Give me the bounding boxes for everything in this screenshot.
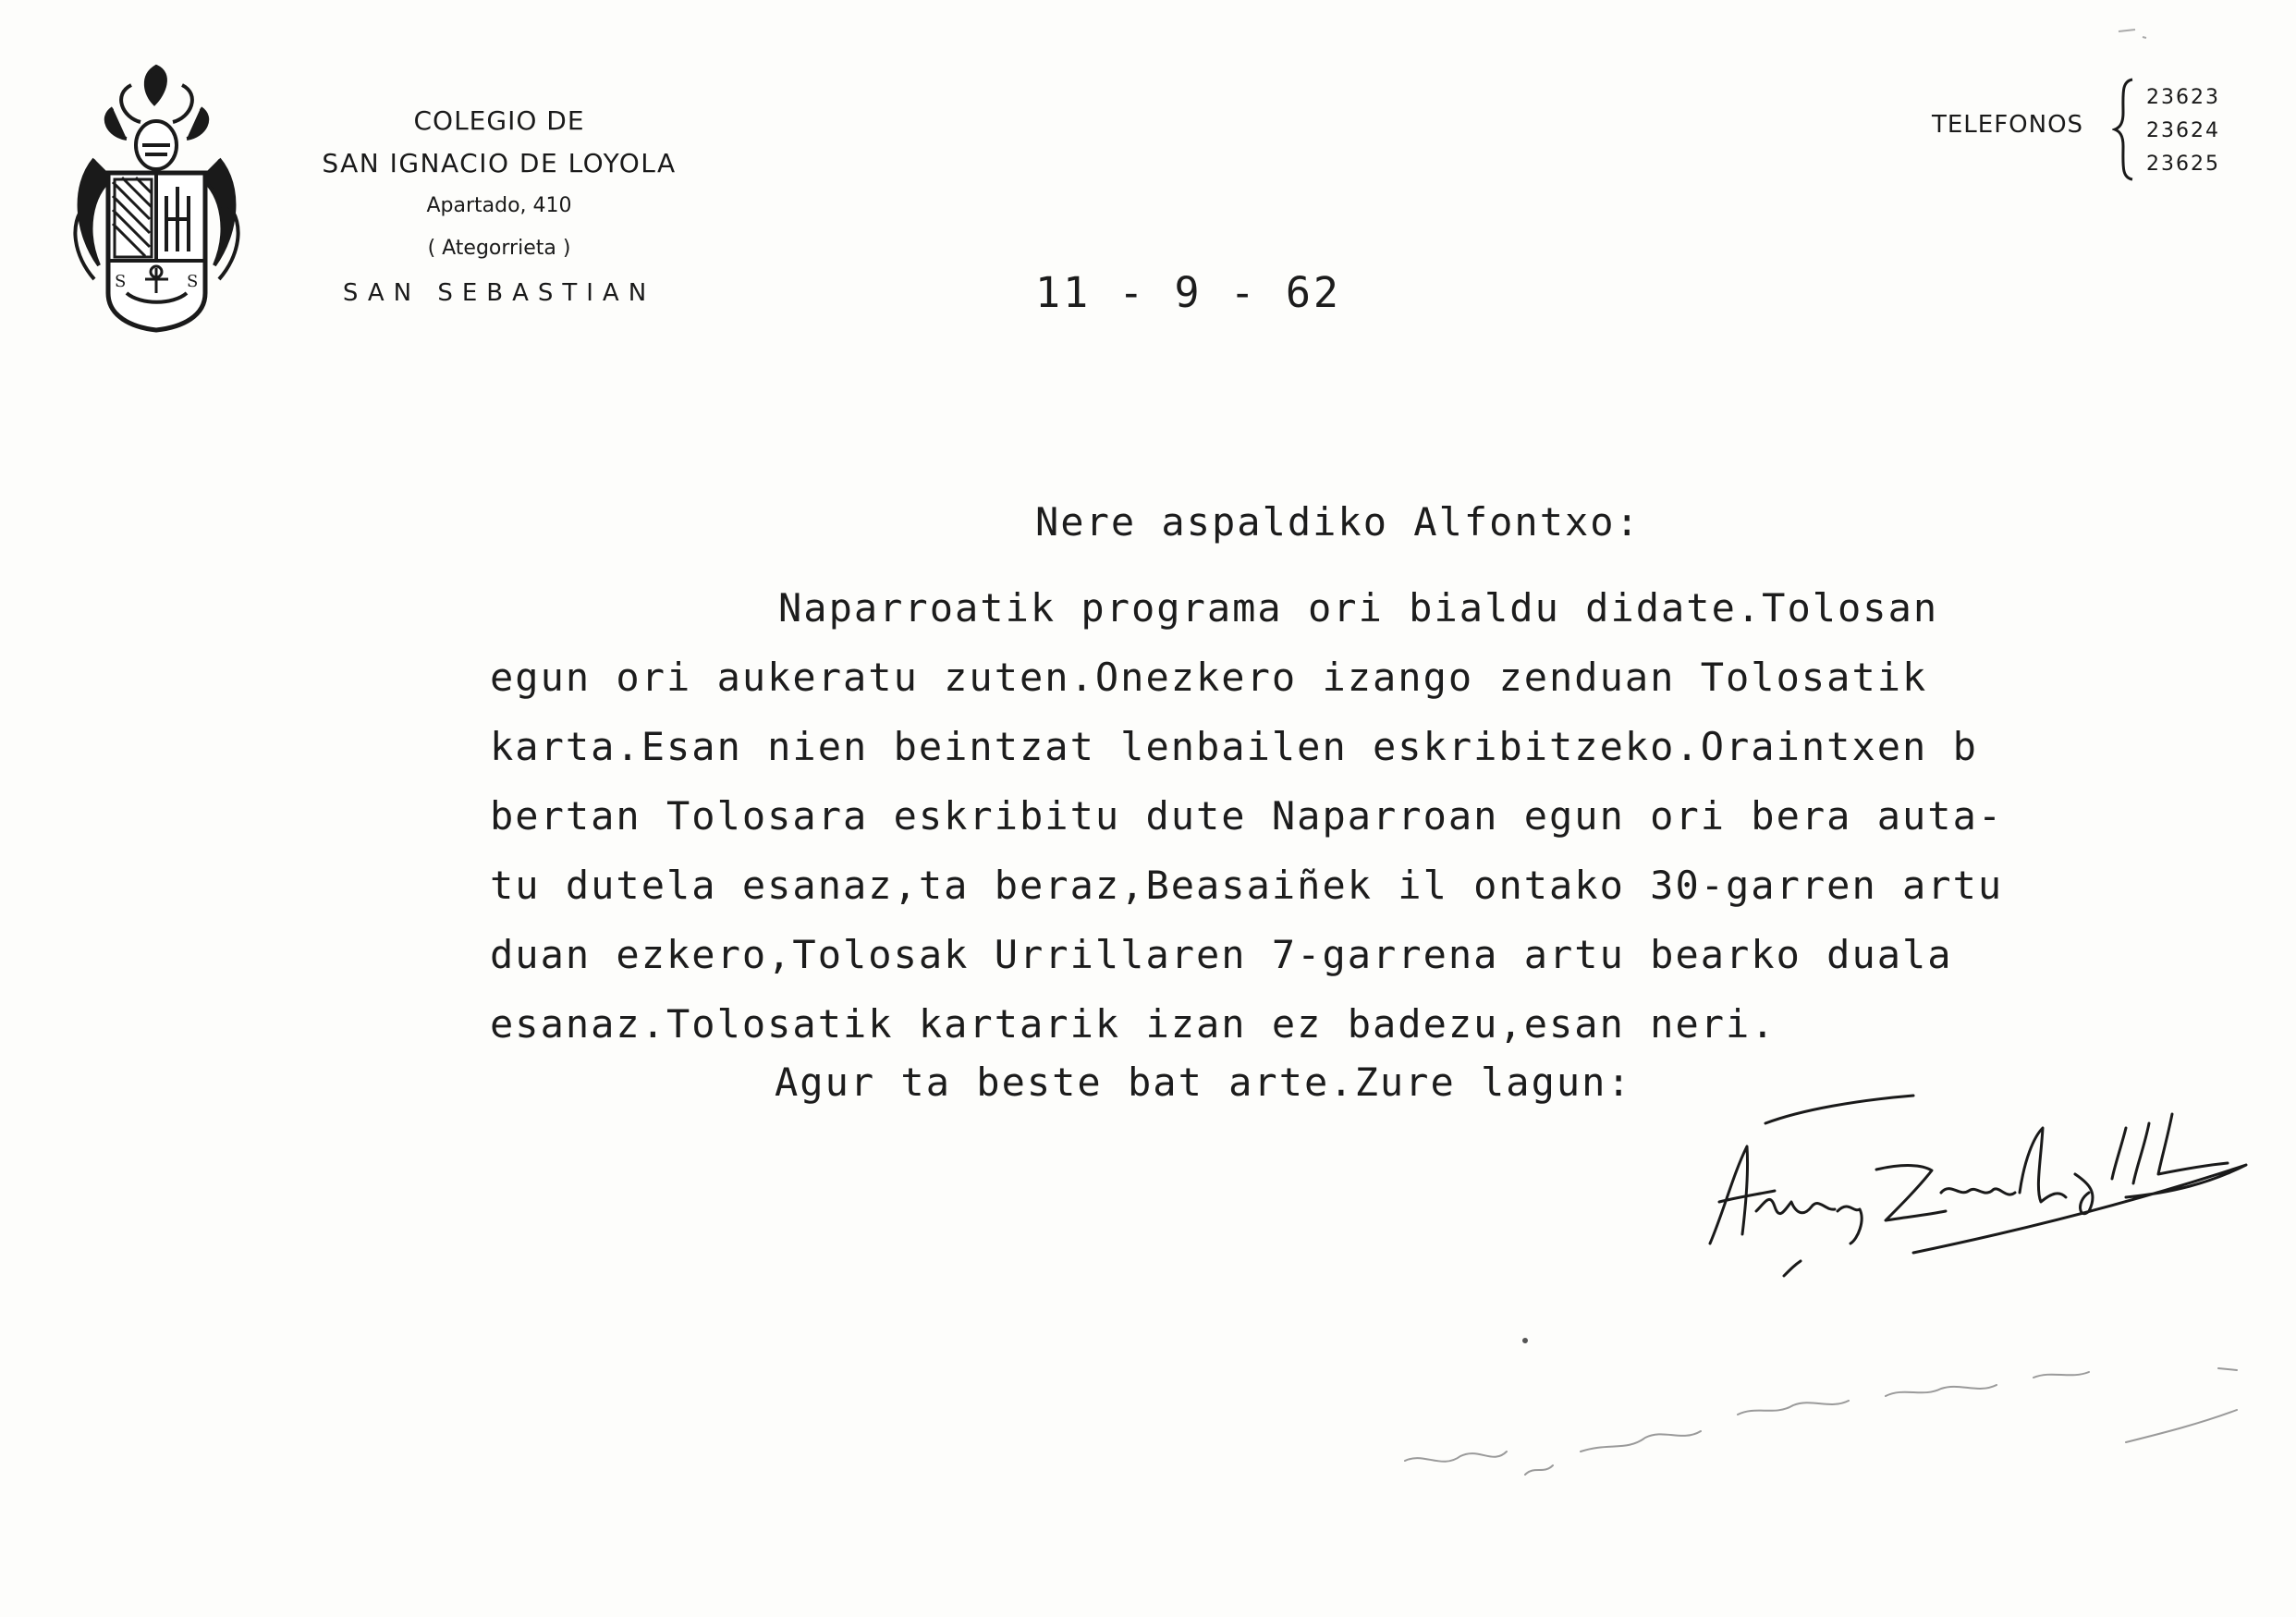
- body-line: duan ezkero,Tolosak Urrillaren 7-garrena artu bearko duala: [490, 932, 1953, 977]
- closing-line: Agur ta beste bat arte.Zure lagun:: [775, 1060, 1632, 1105]
- faint-pencil-marks: [1386, 1313, 2274, 1553]
- svg-text:S: S: [115, 272, 127, 291]
- phone-number: 23623: [2146, 86, 2220, 109]
- address-line-1: Apartado, 410: [426, 194, 572, 217]
- sender-address-block: [277, 100, 721, 314]
- letter-date: 11 - 9 - 62: [1035, 268, 1342, 317]
- letter-body: [490, 573, 2228, 1059]
- body-line: tu dutela esanaz,ta beraz,Beasaiñek il ontako 30-garren artu: [490, 863, 2004, 908]
- body-line: Naparroatik programa ori bialdu didate.Tolosan: [778, 585, 1939, 631]
- institution-line-1: COLEGIO DE: [413, 105, 585, 136]
- handwritten-signature: [1655, 1072, 2265, 1285]
- institution-line-2: SAN IGNACIO DE LOYOLA: [322, 148, 677, 178]
- salutation: Nere aspaldiko Alfontxo:: [1035, 499, 1641, 545]
- body-line: egun ori aukeratu zuten.Onezkero izango zenduan Tolosatik: [490, 655, 1928, 700]
- body-line: karta.Esan nien beintzat lenbailen eskribitzeko.Oraintxen b: [490, 724, 1978, 769]
- address-line-2: ( Ategorrieta ): [427, 237, 571, 260]
- body-line: esanaz.Tolosatik kartarik izan ez badezu,esan neri.: [490, 1001, 1777, 1047]
- phones-list: [2146, 81, 2220, 181]
- phone-number: 23624: [2146, 119, 2220, 142]
- phones-label: TELEFONOS: [1932, 111, 2084, 139]
- stray-mark: [2117, 24, 2154, 43]
- phone-number: 23625: [2146, 153, 2220, 176]
- city-line: SAN SEBASTIAN: [342, 279, 656, 307]
- body-line: bertan Tolosara eskribitu dute Naparroan egun ori bera auta-: [490, 793, 2004, 839]
- brace-icon: [2112, 76, 2140, 183]
- coat-of-arms-icon: [57, 57, 256, 339]
- svg-text:S: S: [187, 272, 199, 291]
